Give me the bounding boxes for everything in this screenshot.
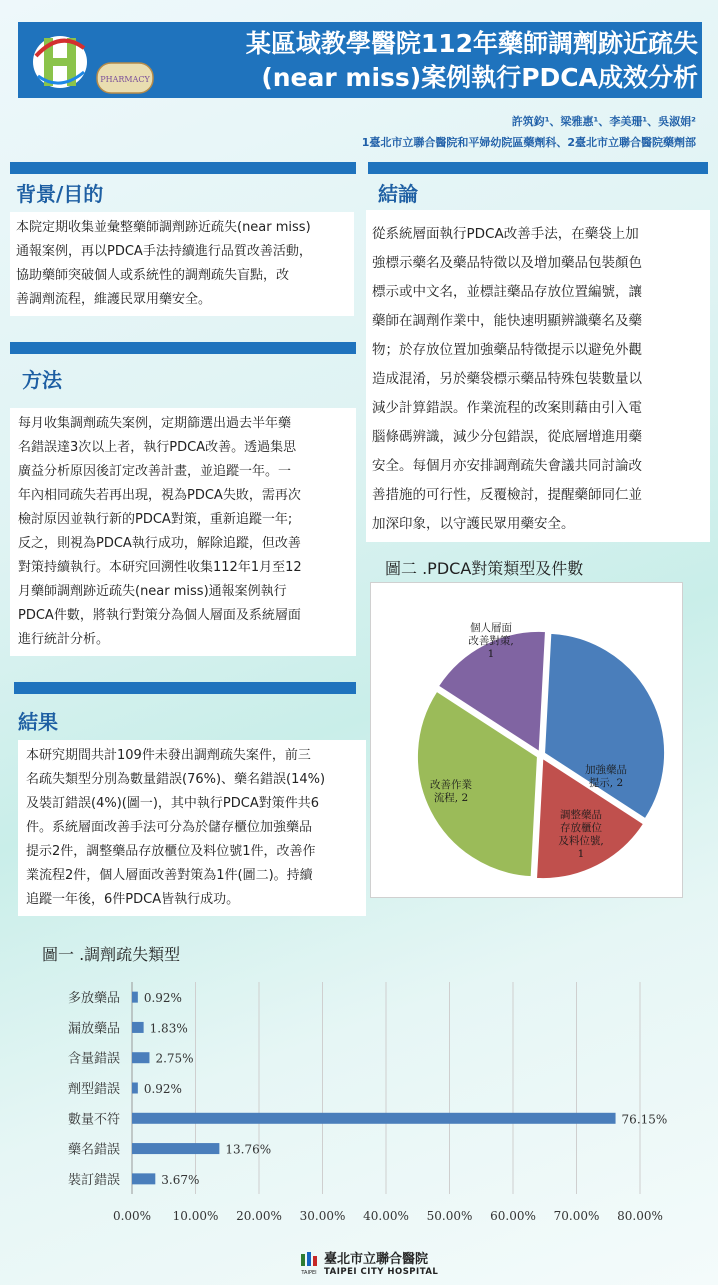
x-tick-label: 20.00% [236, 1209, 282, 1223]
x-tick-label: 70.00% [553, 1209, 600, 1223]
bar-value-label: 0.92% [143, 991, 182, 1006]
text-line: 件。系統層面改善手法可分為於儲存櫃位加強藥品 [26, 820, 313, 835]
bar-chart-box [22, 964, 672, 1249]
y-category-label: 數量不符 [67, 1112, 120, 1128]
x-tick-label: 0.00% [112, 1209, 152, 1223]
background-text [10, 212, 354, 316]
text-line: 強標示藥名及藥品特徵以及增加藥品包裝顏色 [372, 255, 642, 271]
results-text [18, 740, 366, 916]
x-tick-label: 30.00% [299, 1209, 346, 1223]
poster-title-line2: (near miss)案例執行PDCA成效分析 [261, 63, 698, 92]
x-tick-label: 80.00% [617, 1209, 663, 1223]
hospital-h-logo [30, 26, 90, 94]
text-line: 進行統計分析。 [18, 632, 110, 647]
text-line: 本研究期間共計109件未發出調劑疏失案件，前三 [26, 748, 311, 763]
bar-value-label: 13.76% [225, 1142, 272, 1157]
text-line: 通報案例，再以PDCA手法持續進行品質改善活動， [16, 244, 312, 259]
text-line: 從系統層面執行PDCA改善手法，在藥袋上加 [372, 226, 639, 242]
text-line: 藥師在調劑作業中，能快速明顯辨識藥名及藥 [372, 313, 642, 329]
conclusion-text [372, 220, 708, 539]
method-text [10, 408, 356, 656]
text-line: 月藥師調劑跡近疏失(near miss)通報案例執行 [18, 584, 287, 599]
bar [132, 992, 138, 1003]
section-bar-background [10, 162, 356, 174]
pie-slice-label: 個人層面改善對策, 1 [468, 622, 514, 660]
affiliations: 1臺北市立聯合醫院和平婦幼院區藥劑科、2臺北市立聯合醫院藥劑部 [361, 136, 696, 149]
bar [132, 1173, 155, 1184]
text-line: 善調劑流程，維護民眾用藥安全。 [16, 292, 212, 307]
authors: 許筑鈞¹、梁雅惠¹、李美珊¹、吳淑娟² [511, 115, 696, 128]
hospital-name-zh: 臺北市立聯合醫院 [324, 1252, 429, 1267]
text-line: 業流程2件，個人層面改善對策為1件(圖二)。持續 [26, 868, 313, 883]
bar [132, 1052, 149, 1063]
text-line: 善措施的可行性，反覆檢討，提醒藥師同仁並 [372, 487, 642, 503]
heading-method: 方法 [22, 368, 62, 392]
y-category-label: 劑型錯誤 [67, 1082, 120, 1097]
section-bar-method [10, 342, 356, 354]
text-line: 反之，則視為PDCA執行成功，解除追蹤，但改善 [18, 536, 301, 551]
pie-chart-caption: 圖二 .PDCA對策類型及件數 [385, 559, 584, 578]
bar-value-label: 76.15% [621, 1112, 668, 1127]
x-tick-label: 10.00% [172, 1209, 219, 1223]
pie-chart-box [370, 582, 683, 898]
text-line: 協助藥師突破個人或系統性的調劑疏失盲點，改 [16, 268, 290, 283]
text-line: 提示2件，調整藥品存放櫃位及料位號1件，改善作 [26, 844, 316, 859]
bar-value-label: 0.92% [143, 1082, 182, 1096]
bar [132, 1113, 616, 1124]
x-tick-label: 40.00% [363, 1209, 409, 1223]
pie-slice-label: 改善作業流程, 2 [430, 779, 472, 804]
hospital-name-en: TAIPEI CITY HOSPITAL [324, 1267, 439, 1277]
x-tick-label: 60.00% [490, 1209, 536, 1223]
pharmacy-badge-logo [96, 62, 154, 94]
pie-slice-label: 加強藥品提示, 2 [585, 764, 627, 789]
text-line: 年內相同疏失若再出現，視為PDCA失敗，需再次 [18, 488, 301, 503]
text-line: 名錯誤達3次以上者，執行PDCA改善。透過集思 [18, 440, 297, 455]
text-line: 對策持續執行。本研究回溯性收集112年1月至12 [18, 560, 302, 575]
y-category-label: 多放藥品 [67, 991, 120, 1007]
pie-chart [371, 583, 682, 897]
text-line: 每月收集調劑疏失案例，定期篩選出過去半年藥 [18, 416, 292, 431]
text-line: 及裝訂錯誤(4%)(圖一)，其中執行PDCA對策件共6 [26, 796, 320, 811]
poster-title-line1: 某區域教學醫院112年藥師調劑跡近疏失 [245, 29, 698, 58]
pharmacy-badge-text: PHARMACY [100, 75, 150, 84]
y-category-label: 裝訂錯誤 [67, 1172, 120, 1188]
text-line: 造成混淆，另於藥袋標示藥品特殊包裝數量以 [372, 371, 642, 387]
x-tick-label: 50.00% [426, 1209, 473, 1223]
text-line: PDCA件數，將執行對策分為個人層面及系統層面 [18, 608, 301, 623]
bar [132, 1083, 138, 1094]
taipei-city-hospital-icon [298, 1250, 320, 1276]
bar [132, 1143, 219, 1154]
text-line: 廣益分析原因後訂定改善計畫，並追蹤一年。一 [18, 464, 292, 479]
heading-background: 背景/目的 [16, 182, 104, 206]
bar-chart [22, 964, 672, 1249]
y-category-label: 藥名錯誤 [67, 1142, 120, 1158]
bar-chart-caption: 圖一 .調劑疏失類型 [42, 945, 181, 964]
text-line: 物；於存放位置加強藥品特徵提示以避免外觀 [372, 342, 642, 358]
text-line: 名疏失類型分別為數量錯誤(76%)、藥名錯誤(14%) [26, 772, 326, 787]
text-line: 追蹤一年後，6件PDCA皆執行成功。 [26, 892, 240, 907]
bar-value-label: 3.67% [161, 1172, 200, 1187]
y-category-label: 漏放藥品 [67, 1021, 120, 1037]
footer-logo-text: TAIPEI [301, 1270, 317, 1276]
text-line: 本院定期收集並彙整藥師調劑跡近疏失(near miss) [16, 220, 311, 235]
bar [132, 1022, 144, 1033]
text-line: 腦條碼辨識，減少分包錯誤，從底層增進用藥 [372, 429, 642, 445]
text-line: 標示或中文名，並標註藥品存放位置編號，讓 [372, 284, 642, 300]
text-line: 檢討原因並執行新的PDCA對策，重新追蹤一年; [18, 512, 293, 527]
section-bar-conclusion [368, 162, 708, 174]
y-category-label: 含量錯誤 [67, 1051, 120, 1067]
section-bar-results [14, 682, 356, 694]
heading-conclusion: 結論 [378, 182, 418, 206]
pie-slice-label: 調整藥品存放櫃位及料位號, 1 [558, 809, 604, 860]
bar-value-label: 2.75% [155, 1051, 194, 1066]
text-line: 加深印象，以守護民眾用藥安全。 [372, 516, 575, 532]
text-line: 減少計算錯誤。作業流程的改案則藉由引入電 [372, 400, 642, 416]
bar-value-label: 1.83% [149, 1021, 188, 1036]
text-line: 安全。每個月亦安排調劑疏失會議共同討論改 [372, 458, 642, 474]
heading-results: 結果 [18, 710, 58, 734]
